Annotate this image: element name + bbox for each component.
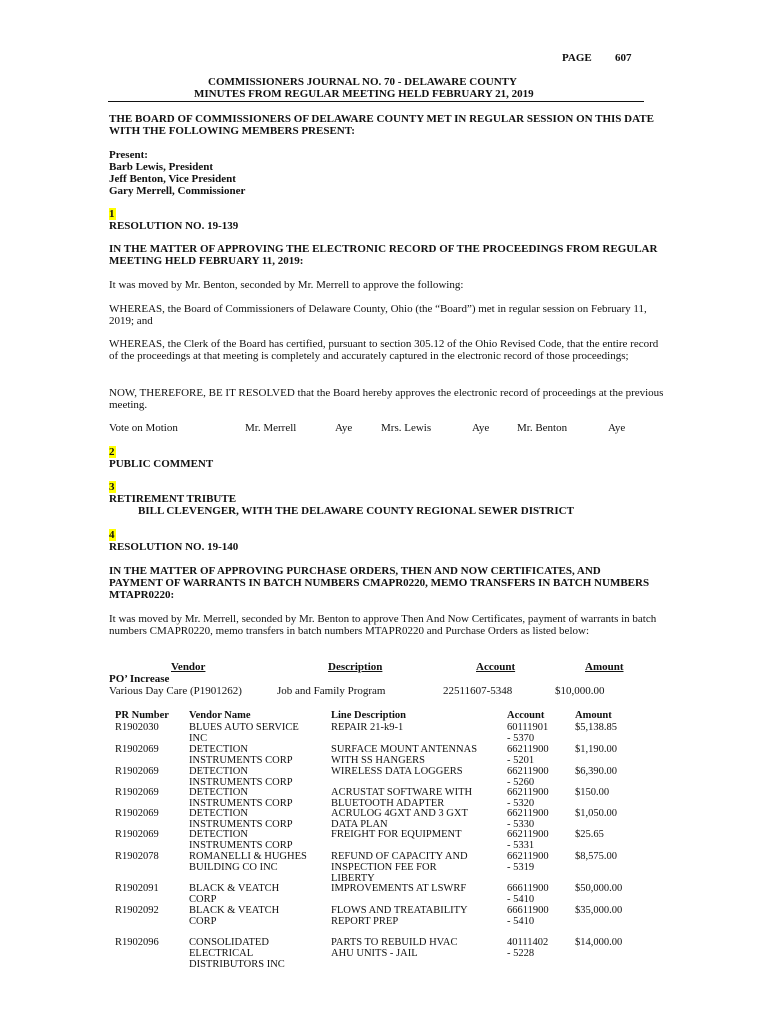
title-divider	[108, 101, 644, 102]
pr-header-line: Line Description	[331, 710, 406, 721]
pr-account: 66211900 - 5330	[507, 808, 549, 830]
pr-account: 66211900 - 5260	[507, 766, 549, 788]
pr-amount: $50,000.00	[575, 883, 623, 894]
member-commissioner: Gary Merrell, Commissioner	[109, 185, 246, 197]
retirement-tribute-heading: RETIREMENT TRIBUTE	[109, 493, 237, 505]
pr-number: R1902069	[115, 766, 159, 777]
pr-line-description: ACRUSTAT SOFTWARE WITH BLUETOOTH ADAPTER	[331, 787, 473, 809]
pr-amount: $5,138.85	[575, 722, 617, 733]
matter-electronic-record: IN THE MATTER OF APPROVING THE ELECTRONIC RECORD OF THE PROCEEDINGS FROM REGULAR MEETING HELD FEBRUARY 11, 2019:	[109, 243, 658, 267]
item-number-1: 1	[109, 208, 115, 220]
pr-number: R1902092	[115, 905, 159, 916]
pr-number: R1902069	[115, 829, 159, 840]
pr-number: R1902069	[115, 787, 159, 798]
pr-amount: $150.00	[575, 787, 610, 798]
pr-amount: $6,390.00	[575, 766, 617, 777]
pr-number: R1902078	[115, 851, 159, 862]
pr-line-description: IMPROVEMENTS AT LSWRF	[331, 883, 467, 894]
pr-account: 66611900 - 5410	[507, 905, 549, 927]
page-number: 607	[615, 52, 632, 64]
pr-line-description: SURFACE MOUNT ANTENNAS WITH SS HANGERS	[331, 744, 478, 766]
pr-line-description: FLOWS AND TREATABILITY REPORT PREP	[331, 905, 468, 927]
pr-amount: $1,190.00	[575, 744, 617, 755]
resolved-text: NOW, THEREFORE, BE IT RESOLVED that the Board hereby approves the electronic record of proceedings at the previous meeting.	[109, 387, 664, 411]
po-header-description: Description	[328, 661, 383, 673]
pr-line-description: FREIGHT FOR EQUIPMENT	[331, 829, 462, 840]
pr-number: R1902069	[115, 744, 159, 755]
pr-account: 66211900 - 5201	[507, 744, 549, 766]
po-row-amount: $10,000.00	[555, 685, 605, 697]
po-increase-label: PO’ Increase	[109, 673, 170, 685]
pr-line-description: REPAIR 21-k9-1	[331, 722, 404, 733]
retirement-tribute-subtitle: BILL CLEVENGER, WITH THE DELAWARE COUNTY REGIONAL SEWER DISTRICT	[138, 505, 574, 517]
pr-account: 60111901 - 5370	[507, 722, 549, 744]
pr-vendor: DETECTION INSTRUMENTS CORP	[189, 829, 293, 851]
resolution-19-139: RESOLUTION NO. 19-139	[109, 220, 239, 232]
pr-line-description: ACRULOG 4GXT AND 3 GXT DATA PLAN	[331, 808, 468, 830]
vote-lewis: Aye	[472, 422, 490, 434]
pr-amount: $8,575.00	[575, 851, 617, 862]
minutes-title: MINUTES FROM REGULAR MEETING HELD FEBRUARY 21, 2019	[194, 88, 534, 100]
page-label: PAGE	[562, 52, 592, 64]
pr-header-account: Account	[507, 710, 545, 721]
pr-vendor: ROMANELLI & HUGHES BUILDING CO INC	[189, 851, 307, 873]
vote-merrell: Aye	[335, 422, 353, 434]
member-president: Barb Lewis, President	[109, 161, 213, 173]
pr-account: 66211900 - 5331	[507, 829, 549, 851]
pr-amount: $25.65	[575, 829, 604, 840]
pr-account: 66211900 - 5320	[507, 787, 549, 809]
vote-name-merrell: Mr. Merrell	[245, 422, 297, 434]
pr-header-amount: Amount	[575, 710, 612, 721]
vote-name-lewis: Mrs. Lewis	[381, 422, 432, 434]
po-header-account: Account	[476, 661, 516, 673]
whereas-1: WHEREAS, the Board of Commissioners of Delaware County, Ohio (the “Board”) met in regular session on February 11, 2019; and	[109, 303, 647, 327]
pr-amount: $35,000.00	[575, 905, 623, 916]
pr-vendor: DETECTION INSTRUMENTS CORP	[189, 766, 293, 788]
pr-line-description: WIRELESS DATA LOGGERS	[331, 766, 463, 777]
po-header-amount: Amount	[585, 661, 624, 673]
po-header-vendor: Vendor	[171, 661, 206, 673]
whereas-2: WHEREAS, the Clerk of the Board has certified, pursuant to section 305.12 of the Ohio Revised Code, that the entire record of the proceedings at that meeting is completely and accurately captured in the electronic record of those proceedings;	[109, 338, 659, 362]
vote-label: Vote on Motion	[109, 422, 178, 434]
pr-line-description: REFUND OF CAPACITY AND INSPECTION FEE FOR LIBERTY	[331, 851, 468, 884]
pr-vendor: DETECTION INSTRUMENTS CORP	[189, 808, 293, 830]
motion-text: It was moved by Mr. Benton, seconded by Mr. Merrell to approve the following:	[109, 279, 464, 291]
pr-vendor: BLACK & VEATCH CORP	[189, 883, 280, 905]
pr-account: 66211900 - 5319	[507, 851, 549, 873]
pr-account: 66611900 - 5410	[507, 883, 549, 905]
pr-number: R1902030	[115, 722, 159, 733]
po-row-account: 22511607-5348	[443, 685, 513, 697]
vote-benton: Aye	[608, 422, 626, 434]
resolution-19-140: RESOLUTION NO. 19-140	[109, 541, 239, 553]
po-row-description: Job and Family Program	[277, 685, 386, 697]
pr-header-number: PR Number	[115, 710, 169, 721]
pr-amount: $14,000.00	[575, 937, 623, 948]
pr-header-vendor: Vendor Name	[189, 710, 251, 721]
pr-line-description: PARTS TO REBUILD HVAC AHU UNITS - JAIL	[331, 937, 458, 959]
pr-vendor: CONSOLIDATED ELECTRICAL DISTRIBUTORS INC	[189, 937, 285, 970]
vote-name-benton: Mr. Benton	[517, 422, 568, 434]
item-number-4: 4	[109, 529, 115, 541]
item-number-3: 3	[109, 481, 115, 493]
pr-number: R1902091	[115, 883, 159, 894]
pr-number: R1902096	[115, 937, 159, 948]
item-number-2: 2	[109, 446, 115, 458]
po-row-vendor: Various Day Care (P1901262)	[109, 685, 242, 697]
public-comment-heading: PUBLIC COMMENT	[109, 458, 214, 470]
pr-vendor: DETECTION INSTRUMENTS CORP	[189, 787, 293, 809]
pr-vendor: BLACK & VEATCH CORP	[189, 905, 280, 927]
pr-number: R1902069	[115, 808, 159, 819]
present-label: Present:	[109, 149, 148, 161]
board-statement: THE BOARD OF COMMISSIONERS OF DELAWARE COUNTY MET IN REGULAR SESSION ON THIS DATE WITH THE FOLLOWING MEMBERS PRESENT:	[109, 113, 654, 137]
member-vice-president: Jeff Benton, Vice President	[109, 173, 236, 185]
motion-purchase-orders: It was moved by Mr. Merrell, seconded by Mr. Benton to approve Then And Now Certificates, payment of warrants in batch numbers CMAPR0220, memo transfers in batch numbers MTAPR0220 and Purchase Orders as listed below:	[109, 613, 657, 637]
journal-title: COMMISSIONERS JOURNAL NO. 70 - DELAWARE COUNTY	[208, 76, 517, 88]
pr-amount: $1,050.00	[575, 808, 617, 819]
pr-vendor: DETECTION INSTRUMENTS CORP	[189, 744, 293, 766]
pr-account: 40111402 - 5228	[507, 937, 549, 959]
pr-vendor: BLUES AUTO SERVICE INC	[189, 722, 299, 744]
matter-purchase-orders: IN THE MATTER OF APPROVING PURCHASE ORDERS, THEN AND NOW CERTIFICATES, AND PAYMENT OF WARRANTS IN BATCH NUMBERS CMAPR0220, MEMO TRANSFERS IN BATCH NUMBERS MTAPR0220:	[109, 565, 650, 601]
